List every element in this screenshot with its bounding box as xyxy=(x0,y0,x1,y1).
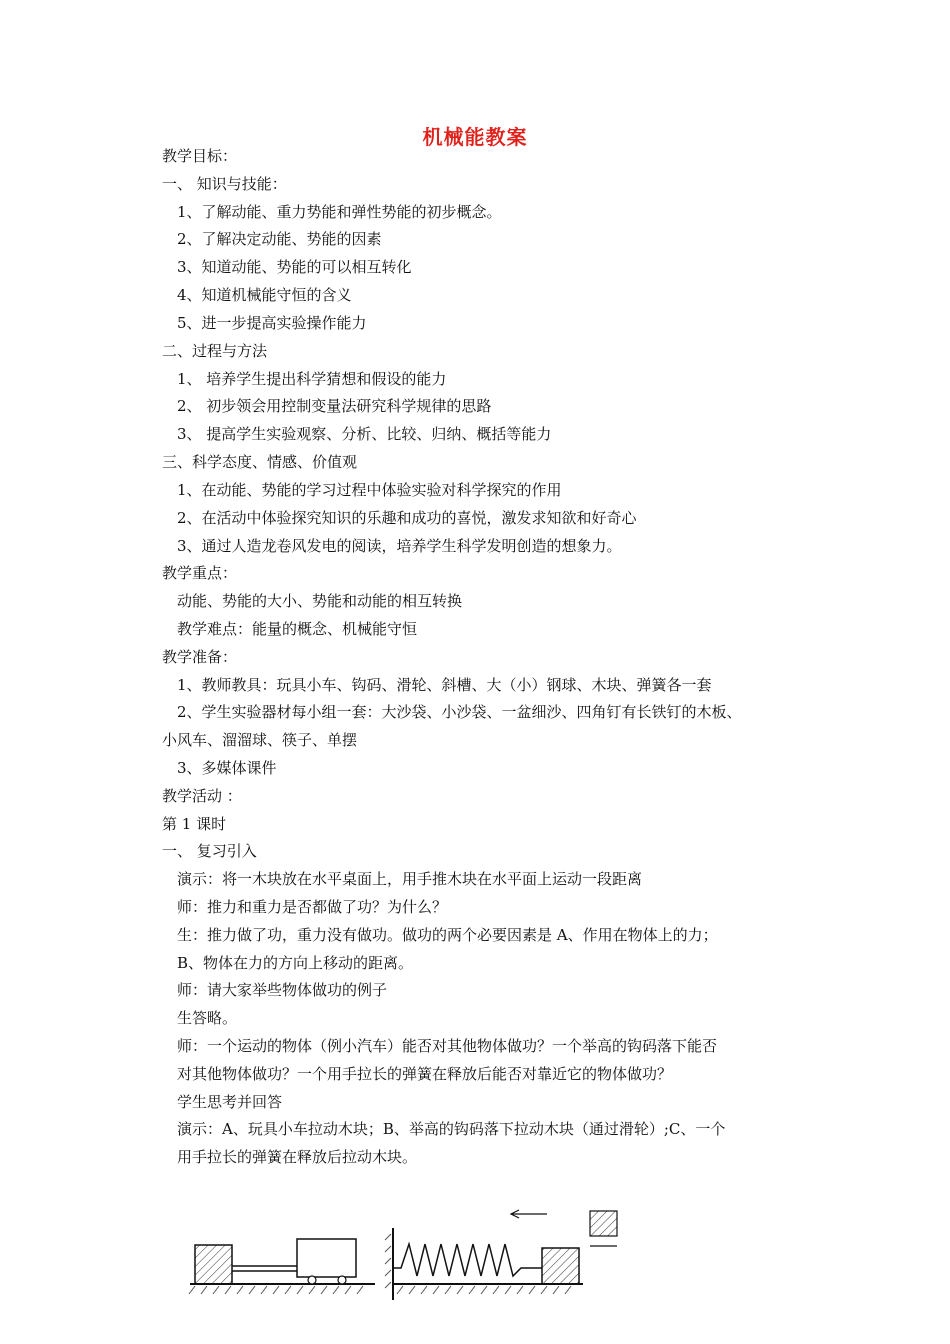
apparatus-illustration xyxy=(185,1200,635,1310)
text-line: 学生思考并回答 xyxy=(177,1093,283,1111)
text-line: 三、科学态度、情感、价值观 xyxy=(162,453,358,471)
text-line: 2、在活动中体验探究知识的乐趣和成功的喜悦，激发求知欲和好奇心 xyxy=(177,509,637,527)
text-line: 教学难点：能量的概念、机械能守恒 xyxy=(177,620,418,638)
text-line: 生答略。 xyxy=(177,1009,238,1027)
text-line: 4、知道机械能守恒的含义 xyxy=(177,286,352,304)
text-line: 3、通过人造龙卷风发电的阅读，培养学生科学发明创造的想象力。 xyxy=(177,537,622,555)
text-line: 第 1 课时 xyxy=(162,815,227,833)
text-line: 1、 培养学生提出科学猜想和假设的能力 xyxy=(177,370,447,388)
text-line: 师：推力和重力是否都做了功？为什么？ xyxy=(177,898,448,916)
text-line: 小风车、溜溜球、筷子、单摆 xyxy=(162,731,358,749)
spring-block-figure xyxy=(385,1210,617,1300)
text-line: 教学活动 ： xyxy=(162,787,242,805)
text-line: 3、 提高学生实验观察、分析、比较、归纳、概括等能力 xyxy=(177,425,552,443)
text-line: 演示：A、玩具小车拉动木块；B、举高的钩码落下拉动木块（通过滑轮）;C、一个 xyxy=(177,1120,726,1138)
text-line: 一、 知识与技能： xyxy=(162,175,287,193)
text-line: B、物体在力的方向上移动的距离。 xyxy=(177,954,414,972)
text-line: 教学目标： xyxy=(162,147,238,165)
text-line: 5、进一步提高实验操作能力 xyxy=(177,314,367,332)
text-line: 2、了解决定动能、势能的因素 xyxy=(177,230,382,248)
text-line: 演示：将一木块放在水平桌面上，用手推木块在水平面上运动一段距离 xyxy=(177,870,643,888)
text-line: 1、在动能、势能的学习过程中体验实验对科学探究的作用 xyxy=(177,481,562,499)
text-line: 师：一个运动的物体（例小汽车）能否对其他物体做功？一个举高的钩码落下能否 xyxy=(177,1037,718,1055)
text-line: 3、知道动能、势能的可以相互转化 xyxy=(177,258,412,276)
text-line: 一、 复习引入 xyxy=(162,842,257,860)
text-line: 1、教师教具：玩具小车、钩码、滑轮、斜槽、大（小）钢球、木块、弹簧各一套 xyxy=(177,676,712,694)
text-line: 2、 初步领会用控制变量法研究科学规律的思路 xyxy=(177,397,492,415)
text-line: 1、了解动能、重力势能和弹性势能的初步概念。 xyxy=(177,203,502,221)
text-line: 对其他物体做功？一个用手拉长的弹簧在释放后能否对靠近它的物体做功？ xyxy=(177,1065,673,1083)
text-line: 二、过程与方法 xyxy=(162,342,268,360)
text-line: 教学准备： xyxy=(162,648,238,666)
text-line: 用手拉长的弹簧在释放后拉动木块。 xyxy=(177,1148,418,1166)
text-line: 动能、势能的大小、势能和动能的相互转换 xyxy=(177,592,463,610)
text-line: 3、多媒体课件 xyxy=(177,759,277,777)
text-line: 师：请大家举些物体做功的例子 xyxy=(177,981,388,999)
car-pulling-block-figure xyxy=(189,1239,375,1294)
document-title: 机械能教案 xyxy=(422,125,528,149)
text-line: 生：推力做了功，重力没有做功。做功的两个必要因素是 A、作用在物体上的力； xyxy=(177,926,718,944)
text-line: 教学重点： xyxy=(162,564,238,582)
text-line: 2、学生实验器材每小组一套：大沙袋、小沙袋、一盆细沙、四角钉有长铁钉的木板、 xyxy=(177,703,742,721)
